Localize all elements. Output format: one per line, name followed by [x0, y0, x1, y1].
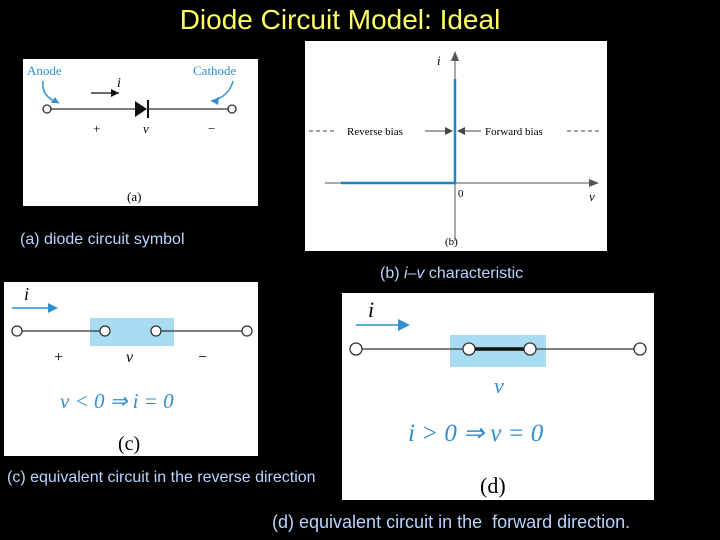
voltage-label: v: [126, 349, 134, 366]
caption-d: (d) equivalent circuit in the forward direction.: [272, 512, 631, 532]
voltage-label: v: [494, 373, 504, 398]
current-arrowhead: [48, 303, 58, 313]
caption-b-prefix: (b): [380, 265, 404, 282]
cathode-label: Cathode: [193, 63, 237, 78]
voltage-axis-arrowhead: [589, 179, 599, 187]
current-label: i: [117, 76, 121, 91]
current-axis-arrowhead: [451, 51, 459, 61]
panel-b-iv-characteristic: [305, 41, 607, 251]
figure-label-a: (a): [127, 189, 142, 204]
y-axis-label: i: [437, 53, 441, 68]
current-label: i: [24, 284, 30, 304]
reverse-bias-label: Reverse bias: [347, 126, 403, 138]
caption-b-suffix: characteristic: [424, 265, 524, 282]
cathode-terminal: [228, 105, 236, 113]
current-arrowhead: [398, 319, 410, 331]
caption-a: (a) diode circuit symbol: [20, 231, 185, 248]
left-terminal: [350, 343, 362, 355]
figure-label-d: (d): [480, 473, 506, 498]
minus-sign: −: [208, 121, 216, 136]
caption-b: [380, 264, 523, 284]
anode-terminal: [43, 105, 51, 113]
left-terminal: [12, 326, 22, 336]
origin-label: 0: [458, 188, 464, 200]
plus-sign: +: [93, 121, 101, 136]
reverse-condition: v < 0 ⇒ i = 0: [60, 389, 174, 413]
figure-label-c: (c): [118, 433, 141, 455]
x-axis-label: v: [589, 189, 595, 204]
caption-c: (c) equivalent circuit in the reverse direction: [7, 469, 316, 486]
cathode-pointer-arrow: [211, 81, 233, 101]
diode-symbol: [135, 101, 147, 117]
forward-bias-label: Forward bias: [485, 126, 543, 138]
plus-sign: +: [54, 349, 64, 366]
forward-condition: i > 0 ⇒ v = 0: [408, 420, 544, 447]
right-terminal: [634, 343, 646, 355]
reverse-bias-arrowhead: [445, 127, 453, 135]
figure-label-b: (b): [445, 236, 458, 248]
minus-sign: −: [198, 349, 208, 366]
panel-a-diode-symbol: [23, 59, 258, 206]
voltage-label: v: [143, 121, 149, 136]
anode-label: Anode: [27, 63, 62, 78]
current-label: i: [368, 297, 375, 322]
slide-title: Diode Circuit Model: Ideal: [179, 4, 501, 35]
right-terminal: [242, 326, 252, 336]
panel-c-reverse-equivalent: [4, 282, 258, 456]
open-node-right: [151, 326, 161, 336]
short-node-right: [524, 343, 536, 355]
panel-d-forward-equivalent: [342, 293, 654, 500]
cathode-pointer-arrowhead: [211, 97, 219, 105]
short-node-left: [463, 343, 475, 355]
caption-b-italic: i–v: [404, 265, 425, 282]
open-node-left: [100, 326, 110, 336]
